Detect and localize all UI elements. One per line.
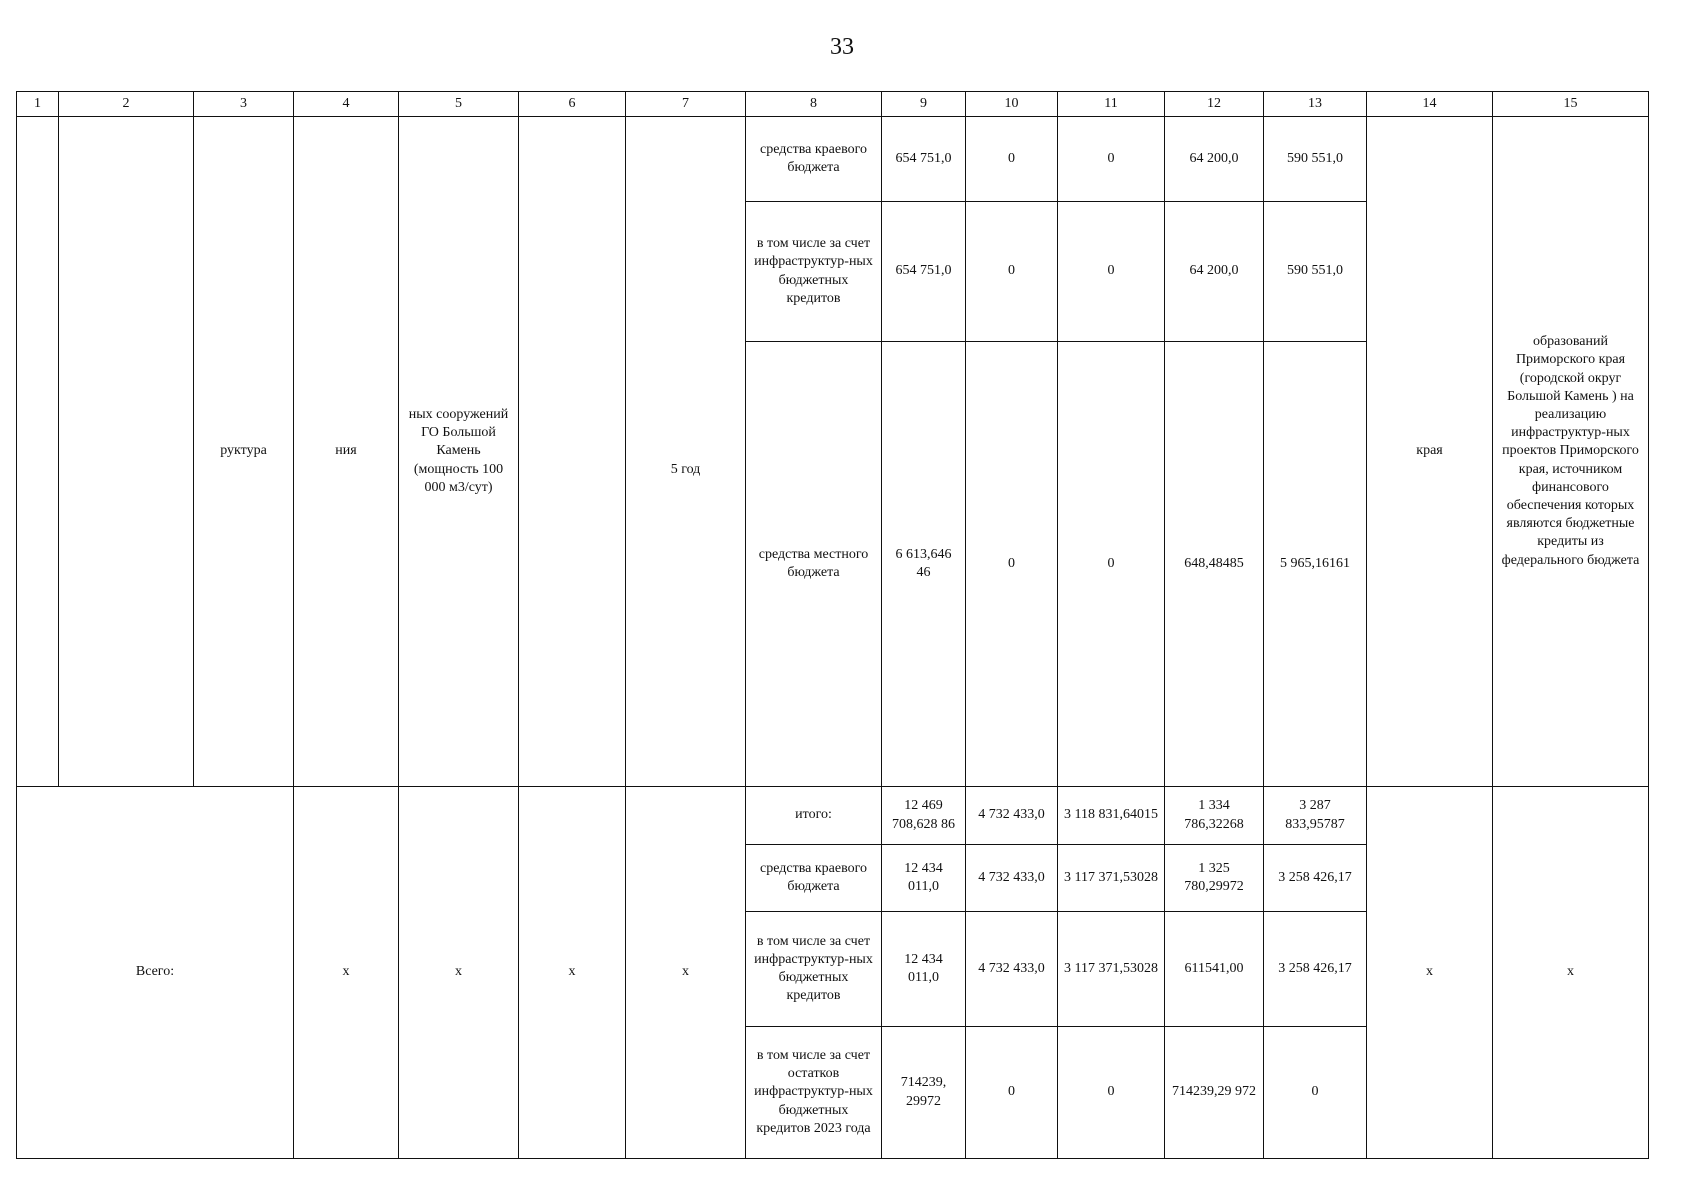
project-purpose: ния: [294, 117, 399, 787]
amount-col11: 0: [1058, 202, 1165, 342]
column-number: 13: [1264, 92, 1367, 117]
cell-empty: [17, 117, 59, 787]
column-number: 11: [1058, 92, 1165, 117]
funding-source: средства краевого бюджета: [746, 845, 882, 912]
project-row-regional: [17, 117, 1649, 202]
amount-col10: 0: [966, 1027, 1058, 1159]
funding-source: в том числе за счет остатков инфраструктур-ных бюджетных кредитов 2023 года: [746, 1027, 882, 1159]
amount-col11: 3 117 371,53028: [1058, 845, 1165, 912]
cell-empty: [519, 117, 626, 787]
total-label: Всего:: [17, 787, 294, 1159]
amount-col12: 1 334 786,32268: [1165, 787, 1264, 845]
column-number: 15: [1493, 92, 1649, 117]
amount-col10: 4 732 433,0: [966, 845, 1058, 912]
amount-col10: 0: [966, 117, 1058, 202]
project-category: руктура: [194, 117, 294, 787]
amount-col9: 12 434 011,0: [882, 845, 966, 912]
amount-col9: 654 751,0: [882, 117, 966, 202]
amount-col11: 3 118 831,64015: [1058, 787, 1165, 845]
cell-empty: [59, 117, 194, 787]
total-mark-col15: х: [1493, 787, 1649, 1159]
amount-col10: 4 732 433,0: [966, 912, 1058, 1027]
amount-col11: 0: [1058, 342, 1165, 787]
amount-col13: 3 258 426,17: [1264, 912, 1367, 1027]
project-period: 5 год: [626, 117, 746, 787]
column-number: 9: [882, 92, 966, 117]
budget-table: [16, 91, 1649, 1159]
amount-col13: 3 287 833,95787: [1264, 787, 1367, 845]
column-number: 12: [1165, 92, 1264, 117]
amount-col9: 12 434 011,0: [882, 912, 966, 1027]
amount-col13: 0: [1264, 1027, 1367, 1159]
column-number: 6: [519, 92, 626, 117]
amount-col11: 3 117 371,53028: [1058, 912, 1165, 1027]
amount-col9: 6 613,646 46: [882, 342, 966, 787]
column-number: 14: [1367, 92, 1493, 117]
amount-col10: 4 732 433,0: [966, 787, 1058, 845]
amount-col12: 64 200,0: [1165, 202, 1264, 342]
project-basis: образований Приморского края (городской округ Большой Камень ) на реализацию инфраструктур-ных проектов Приморского края, источником финансового обеспечения которых являются бюджетные кредиты из федерального бюджета: [1493, 117, 1649, 787]
amount-col12: 1 325 780,29972: [1165, 845, 1264, 912]
amount-col13: 5 965,16161: [1264, 342, 1367, 787]
amount-col9: 12 469 708,628 86: [882, 787, 966, 845]
total-mark-col4: х: [294, 787, 399, 1159]
amount-col13: 590 551,0: [1264, 202, 1367, 342]
funding-source: в том числе за счет инфраструктур-ных бюджетных кредитов: [746, 912, 882, 1027]
amount-col10: 0: [966, 342, 1058, 787]
column-number: 3: [194, 92, 294, 117]
column-number: 10: [966, 92, 1058, 117]
column-number: 2: [59, 92, 194, 117]
page-number: 33: [830, 34, 854, 60]
amount-col13: 590 551,0: [1264, 117, 1367, 202]
total-row-sum: [17, 787, 1649, 845]
column-number: 7: [626, 92, 746, 117]
funding-source: итого:: [746, 787, 882, 845]
amount-col12: 714239,29 972: [1165, 1027, 1264, 1159]
amount-col9: 654 751,0: [882, 202, 966, 342]
amount-col11: 0: [1058, 117, 1165, 202]
total-mark-col5: х: [399, 787, 519, 1159]
column-number: 4: [294, 92, 399, 117]
funding-source: в том числе за счет инфраструктур-ных бюджетных кредитов: [746, 202, 882, 342]
column-number: 1: [17, 92, 59, 117]
total-mark-col6: х: [519, 787, 626, 1159]
project-object: ных сооружений ГО Большой Камень (мощность 100 000 м3/сут): [399, 117, 519, 787]
total-mark-col7: х: [626, 787, 746, 1159]
total-mark-col14: х: [1367, 787, 1493, 1159]
amount-col13: 3 258 426,17: [1264, 845, 1367, 912]
funding-source: средства местного бюджета: [746, 342, 882, 787]
amount-col12: 64 200,0: [1165, 117, 1264, 202]
column-number: 8: [746, 92, 882, 117]
amount-col12: 648,48485: [1165, 342, 1264, 787]
column-number: 5: [399, 92, 519, 117]
project-region: края: [1367, 117, 1493, 787]
amount-col10: 0: [966, 202, 1058, 342]
amount-col11: 0: [1058, 1027, 1165, 1159]
amount-col12: 611541,00: [1165, 912, 1264, 1027]
column-number-row: [17, 92, 1649, 117]
funding-source: средства краевого бюджета: [746, 117, 882, 202]
amount-col9: 714239, 29972: [882, 1027, 966, 1159]
